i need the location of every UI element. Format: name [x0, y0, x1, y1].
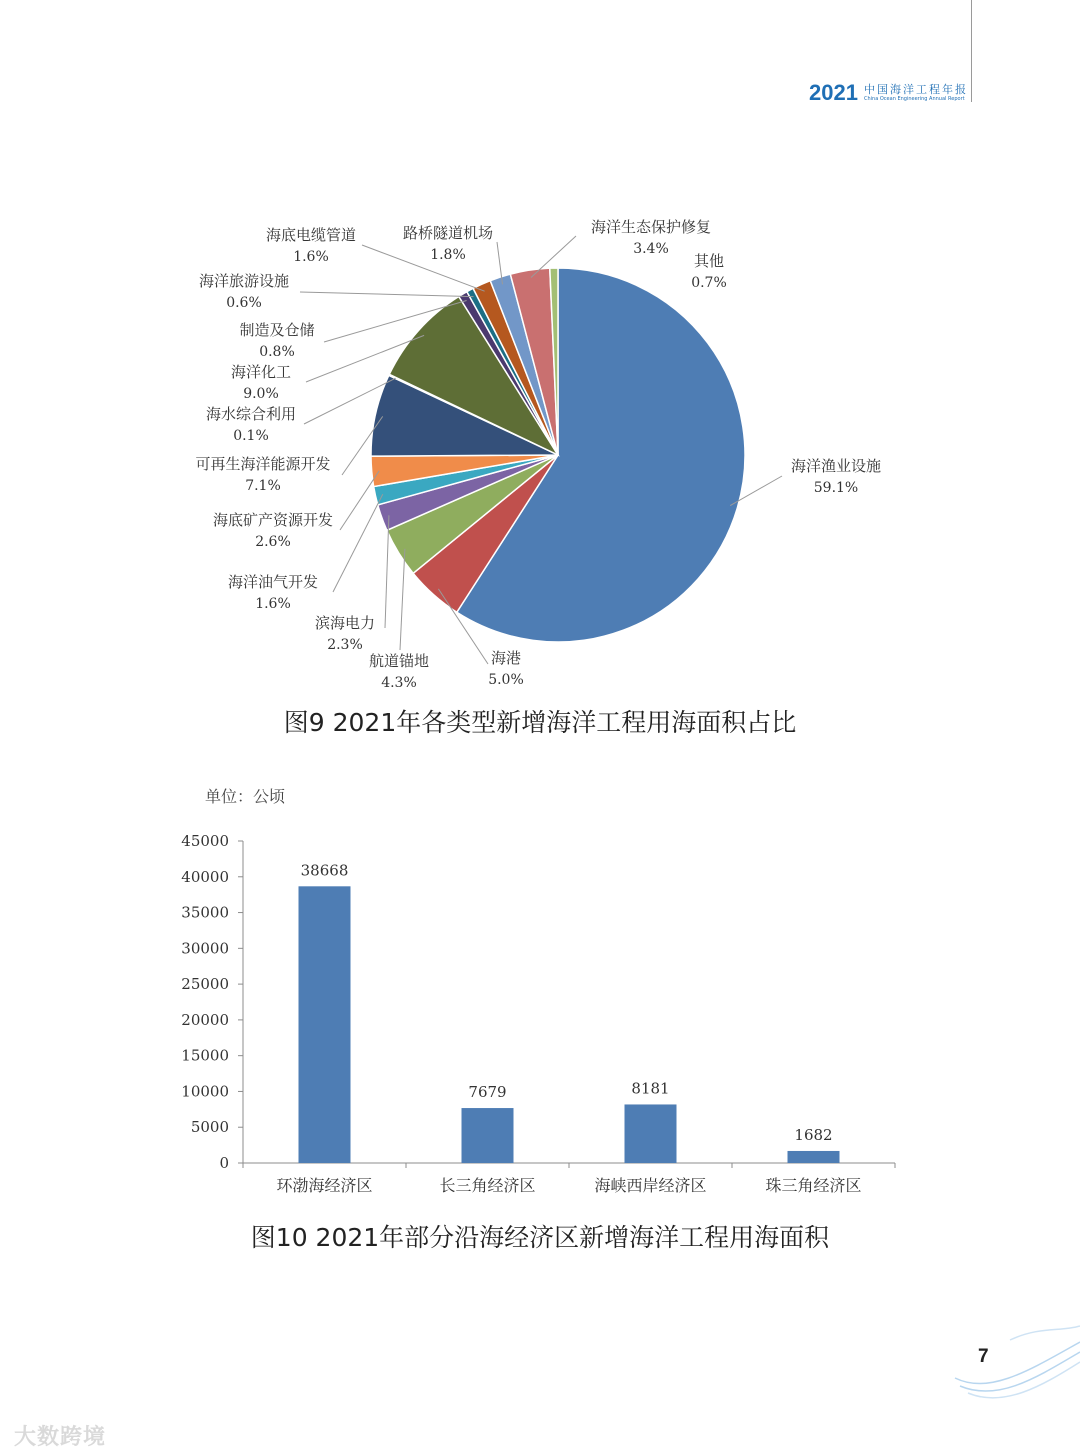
y-tick-label: 10000: [181, 1082, 229, 1101]
pie-slice-label: 海洋油气开发: [227, 573, 319, 591]
y-tick-label: 5000: [190, 1118, 229, 1137]
watermark-logo: 大数跨境: [14, 1425, 107, 1450]
y-tick-label: 45000: [181, 832, 229, 850]
bar-value-label: 38668: [300, 861, 349, 880]
bar-value-label: 7679: [468, 1083, 507, 1102]
y-tick-label: 40000: [181, 867, 229, 886]
x-category-label: 环渤海经济区: [276, 1176, 373, 1195]
page-number: 7: [978, 1346, 989, 1367]
pie-slice-label: 海港: [490, 649, 522, 667]
x-category-label: 长三角经济区: [439, 1176, 536, 1195]
bar-value-label: 1682: [794, 1125, 833, 1144]
y-tick-label: 15000: [181, 1046, 229, 1065]
pie-slice-label: 制造及仓储: [239, 321, 315, 339]
pie-slice-percent-label: 0.1%: [233, 428, 269, 444]
pie-slice-percent-label: 2.6%: [255, 534, 291, 550]
pie-slice-percent-label: 3.4%: [633, 241, 669, 257]
pie-slice-label: 海洋渔业设施: [790, 457, 882, 475]
pie-slice-label: 海水综合利用: [205, 405, 297, 423]
pie-slice-label: 海洋生态保护修复: [590, 218, 712, 236]
y-tick-label: 30000: [181, 939, 229, 958]
pie-slice-label: 航道锚地: [368, 652, 430, 670]
pie-slice-label: 可再生海洋能源开发: [195, 455, 331, 473]
x-category-label: 珠三角经济区: [765, 1176, 862, 1195]
x-category-label: 海峡西岸经济区: [594, 1176, 707, 1195]
pie-chart-caption: 图9 2021年各类型新增海洋工程用海面积占比: [283, 708, 797, 737]
bar-chart-caption: 图10 2021年部分沿海经济区新增海洋工程用海面积: [250, 1223, 830, 1252]
bar-value-label: 8181: [631, 1079, 670, 1098]
pie-slice-label: 其他: [693, 252, 725, 270]
pie-slice-label: 海洋旅游设施: [198, 272, 290, 290]
header-year: 2021: [809, 80, 858, 105]
pie-slice-percent-label: 1.6%: [293, 249, 329, 265]
pie-slice-percent-label: 9.0%: [243, 386, 279, 402]
pie-slice-percent-label: 0.7%: [691, 275, 727, 291]
pie-slice-percent-label: 0.8%: [259, 344, 295, 360]
y-tick-label: 35000: [181, 903, 229, 922]
pie-slice-percent-label: 1.8%: [430, 247, 466, 263]
pie-slice-percent-label: 59.1%: [813, 480, 859, 496]
y-tick-label: 0: [219, 1154, 229, 1172]
pie-slice-label: 滨海电力: [314, 614, 376, 632]
pie-slice-percent-label: 5.0%: [488, 672, 524, 688]
y-tick-label: 20000: [181, 1010, 229, 1029]
y-tick-label: 25000: [181, 975, 229, 994]
header-title-en: China Ocean Engineering Annual Report: [864, 96, 965, 102]
pie-slice-label: 海底电缆管道: [265, 226, 357, 244]
pie-slice-percent-label: 2.3%: [327, 637, 363, 653]
pie-slice-label: 海洋化工: [230, 363, 292, 381]
pie-slice-percent-label: 7.1%: [245, 478, 281, 494]
pie-slice-percent-label: 4.3%: [381, 675, 417, 691]
header-title-cn: 中国海洋工程年报: [864, 83, 968, 96]
bar-chart-unit-label: 单位：公顷: [205, 787, 286, 806]
pie-slice-label: 路桥隧道机场: [402, 224, 494, 242]
pie-slice-label: 海底矿产资源开发: [212, 511, 334, 529]
pie-slice-percent-label: 1.6%: [255, 596, 291, 612]
pie-slice-percent-label: 0.6%: [226, 295, 262, 311]
